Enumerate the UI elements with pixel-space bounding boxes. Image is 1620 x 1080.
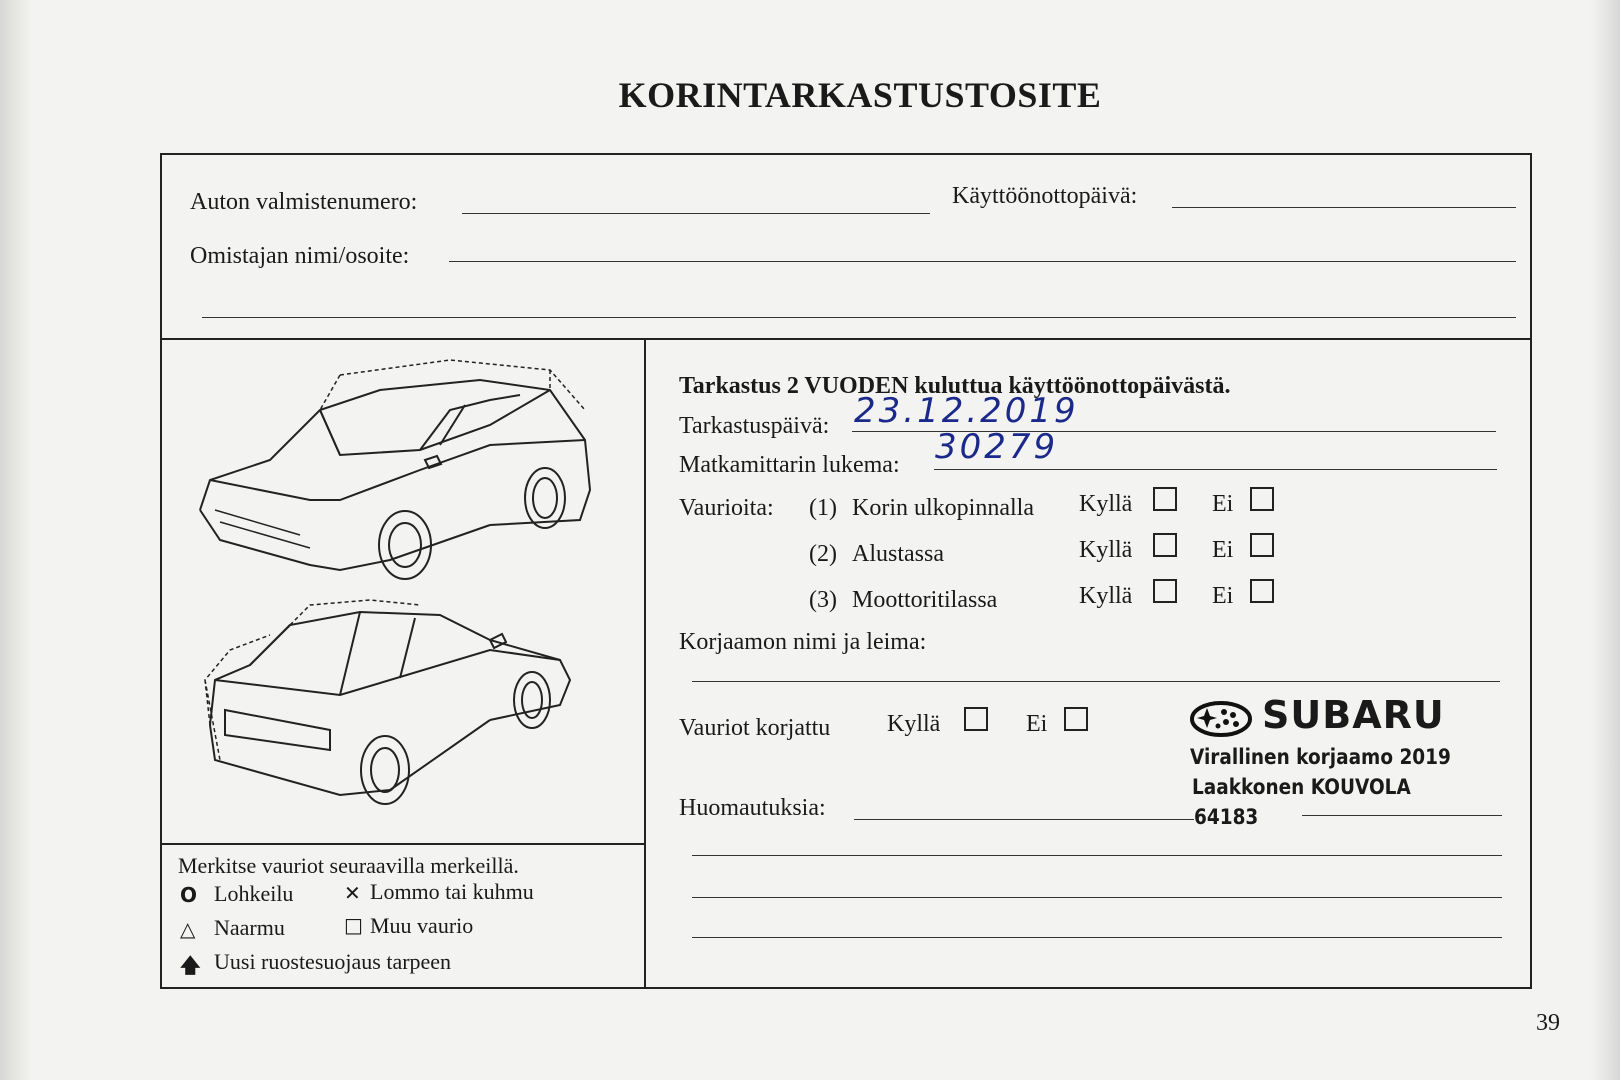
stamp-line-1: Virallinen korjaamo 2019: [1190, 745, 1451, 769]
damage-label: Vaurioita:: [679, 495, 774, 521]
inspection-date-value: 23.12.2019: [854, 391, 1079, 431]
repaired-yes-checkbox[interactable]: [964, 707, 988, 731]
scratch-symbol-icon: △: [180, 917, 196, 941]
remarks-line-4[interactable]: [692, 937, 1502, 938]
damage-item-1-no-checkbox[interactable]: [1250, 487, 1274, 511]
stamp-line-2: Laakkonen KOUVOLA: [1192, 775, 1411, 799]
remarks-line-3[interactable]: [692, 897, 1502, 898]
damage-item-3-no-label: Ei: [1212, 583, 1234, 609]
legend-dent: Lommo tai kuhmu: [370, 879, 534, 904]
repaired-no-checkbox[interactable]: [1064, 707, 1088, 731]
damage-item-2-label: Alustassa: [852, 541, 944, 567]
subaru-logo-icon: [1190, 700, 1252, 743]
owner-label: Omistajan nimi/osoite:: [190, 243, 410, 269]
odometer-value: 30279: [935, 427, 1059, 467]
remarks-line-1b[interactable]: [1302, 815, 1502, 816]
damage-item-3-label: Moottoritilassa: [852, 587, 998, 613]
page-number: 39: [1536, 1010, 1560, 1036]
page-edge: [1590, 0, 1620, 1080]
remarks-line-2[interactable]: [692, 855, 1502, 856]
stamp-line-3: 64183: [1194, 805, 1259, 829]
legend-other: Muu vaurio: [370, 913, 474, 938]
remarks-label: Huomautuksia:: [679, 795, 826, 821]
legend-rust: Uusi ruostesuojaus tarpeen: [214, 949, 452, 974]
workshop-line[interactable]: [692, 681, 1500, 682]
inspection-heading: Tarkastus 2 VUODEN kuluttua käyttöönottopäivästä.: [679, 373, 1231, 399]
damage-item-2-no-label: Ei: [1212, 537, 1234, 563]
damage-item-2-yes-checkbox[interactable]: [1153, 533, 1177, 557]
column-divider: [644, 340, 646, 987]
damage-item-2-num: (2): [809, 541, 837, 567]
damage-item-3-no-checkbox[interactable]: [1250, 579, 1274, 603]
car-rear-view: [205, 600, 570, 804]
odometer-label: Matkamittarin lukema:: [679, 452, 900, 478]
damage-item-1-no-label: Ei: [1212, 491, 1234, 517]
serial-number-line[interactable]: [462, 213, 930, 214]
damage-item-1-label: Korin ulkopinnalla: [852, 495, 1034, 521]
damage-item-2-no-checkbox[interactable]: [1250, 533, 1274, 557]
repaired-yes-label: Kyllä: [887, 711, 941, 737]
owner-line-2[interactable]: [202, 317, 1516, 318]
dent-symbol-icon: ✕: [344, 881, 361, 905]
stamp-brand: SUBARU: [1262, 693, 1445, 737]
legend-divider: [162, 843, 646, 845]
section-divider: [162, 338, 1530, 340]
inspection-date-label: Tarkastuspäivä:: [679, 413, 830, 439]
chip-symbol-icon: O: [180, 883, 198, 907]
legend-chip: Lohkeilu: [214, 881, 294, 906]
repaired-no-label: Ei: [1026, 711, 1048, 737]
car-front-view: [200, 360, 590, 579]
repaired-label: Vauriot korjattu: [679, 715, 831, 741]
car-diagram: [190, 350, 610, 840]
legend-heading: Merkitse vauriot seuraavilla merkeillä.: [178, 853, 519, 878]
damage-item-3-num: (3): [809, 587, 837, 613]
owner-line[interactable]: [449, 261, 1516, 262]
remarks-line-1a[interactable]: [854, 819, 1194, 820]
in-service-date-line[interactable]: [1172, 207, 1516, 208]
page-title: KORINTARKASTUSTOSITE: [618, 75, 1102, 115]
damage-item-3-yes-checkbox[interactable]: [1153, 579, 1177, 603]
damage-item-2-yes-label: Kyllä: [1079, 537, 1133, 563]
other-symbol-icon: □: [344, 913, 363, 937]
damage-item-3-yes-label: Kyllä: [1079, 583, 1133, 609]
in-service-date-label: Käyttöönottopäivä:: [952, 183, 1138, 209]
damage-item-1-yes-checkbox[interactable]: [1153, 487, 1177, 511]
legend-scratch: Naarmu: [214, 915, 285, 940]
rust-arrow-icon: 🡅: [180, 953, 201, 977]
odometer-line[interactable]: [934, 469, 1497, 470]
serial-number-label: Auton valmistenumero:: [190, 189, 418, 215]
workshop-label: Korjaamon nimi ja leima:: [679, 629, 927, 655]
damage-item-1-num: (1): [809, 495, 837, 521]
damage-item-1-yes-label: Kyllä: [1079, 491, 1133, 517]
book-binding: [0, 0, 34, 1080]
